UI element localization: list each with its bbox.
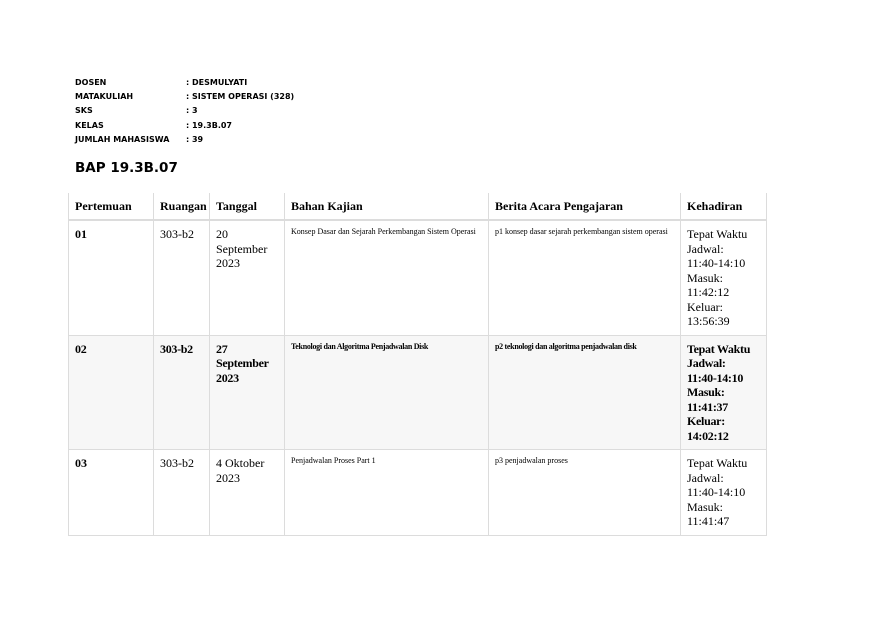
kehadiran-line: 11:41:37: [687, 399, 728, 414]
table-row: [69, 220, 767, 335]
cell-ruangan: 303-b2: [154, 450, 210, 536]
kehadiran-line: Keluar:: [687, 414, 725, 428]
tanggal-line: September: [216, 356, 269, 370]
tanggal-line: September: [216, 241, 268, 256]
cell-pertemuan: 02: [69, 335, 154, 450]
table-row: [69, 450, 767, 536]
cell-berita-acara: p3 penjadwalan proses: [489, 450, 681, 536]
bap-table: [68, 193, 767, 536]
cell-berita-acara: p2 teknologi dan algoritma penjadwalan disk: [489, 335, 681, 450]
cell-bahan-kajian: Teknologi dan Algoritma Penjadwalan Disk: [285, 335, 489, 450]
page-title: BAP 19.3B.07: [75, 160, 178, 176]
tanggal-line: 2023: [216, 256, 240, 270]
info-row-dosen: [75, 76, 294, 90]
header-berita-acara: Berita Acara Pengajaran: [489, 193, 681, 220]
kehadiran-line: Masuk:: [687, 499, 723, 514]
header-tanggal: Tanggal: [210, 193, 285, 220]
info-label: KELAS: [75, 120, 104, 130]
cell-tanggal: [210, 450, 285, 536]
cell-berita-acara: p1 konsep dasar sejarah perkembangan sistem operasi: [489, 220, 681, 335]
info-value: : 39: [186, 134, 204, 144]
kehadiran-line: 11:42:12: [687, 285, 730, 299]
kehadiran-line: Jadwal:: [687, 241, 724, 256]
kehadiran-line: Jadwal:: [687, 470, 724, 485]
kehadiran-line: 11:41:47: [687, 514, 730, 528]
info-label: SKS: [75, 106, 93, 116]
info-value: : 19.3B.07: [186, 120, 232, 130]
cell-ruangan: 303-b2: [154, 220, 210, 335]
info-row-kelas: [75, 119, 294, 133]
kehadiran-line: 13:56:39: [687, 314, 730, 328]
header-bahan-kajian: Bahan Kajian: [285, 193, 489, 220]
cell-kehadiran: [681, 220, 767, 335]
tanggal-line: 20: [216, 227, 228, 241]
tanggal-line: 4 Oktober: [216, 456, 265, 470]
table-row: [69, 335, 767, 450]
kehadiran-line: 11:40-14:10: [687, 370, 744, 385]
kehadiran-line: 11:40-14:10: [687, 256, 746, 270]
kehadiran-line: Tepat Waktu: [687, 456, 748, 470]
cell-tanggal: [210, 335, 285, 450]
cell-ruangan: 303-b2: [154, 335, 210, 450]
tanggal-line: 27: [216, 341, 228, 356]
info-label: DOSEN: [75, 78, 107, 87]
tanggal-line: 2023: [216, 370, 239, 385]
kehadiran-line: Jadwal:: [687, 356, 726, 370]
kehadiran-line: Masuk:: [687, 270, 723, 285]
table-header-row: [69, 193, 767, 220]
cell-tanggal: [210, 220, 285, 335]
course-info: [75, 76, 294, 147]
cell-pertemuan: 03: [69, 450, 154, 536]
cell-bahan-kajian: Konsep Dasar dan Sejarah Perkembangan Sistem Operasi: [285, 220, 489, 335]
cell-kehadiran: [681, 335, 767, 450]
info-row-sks: [75, 104, 294, 118]
info-value: : SISTEM OPERASI (328): [186, 92, 295, 102]
kehadiran-line: Keluar:: [687, 299, 723, 314]
cell-pertemuan: 01: [69, 220, 154, 335]
kehadiran-line: Tepat Waktu: [687, 341, 751, 356]
info-value: : DESMULYATI: [186, 78, 248, 87]
kehadiran-line: Masuk:: [687, 385, 725, 399]
header-pertemuan: Pertemuan: [69, 193, 154, 220]
info-label: JUMLAH MAHASISWA: [75, 134, 170, 144]
header-kehadiran: Kehadiran: [681, 193, 767, 220]
info-row-jumlah: [75, 133, 294, 147]
info-label: MATAKULIAH: [75, 92, 134, 102]
header-ruangan: Ruangan: [154, 193, 210, 220]
kehadiran-line: 14:02:12: [687, 428, 729, 443]
kehadiran-line: 11:40-14:10: [687, 485, 746, 499]
tanggal-line: 2023: [216, 470, 240, 485]
info-value: : 3: [186, 106, 198, 116]
kehadiran-line: Tepat Waktu: [687, 227, 748, 241]
cell-kehadiran: [681, 450, 767, 536]
info-row-matakuliah: [75, 90, 294, 104]
cell-bahan-kajian: Penjadwalan Proses Part 1: [285, 450, 489, 536]
